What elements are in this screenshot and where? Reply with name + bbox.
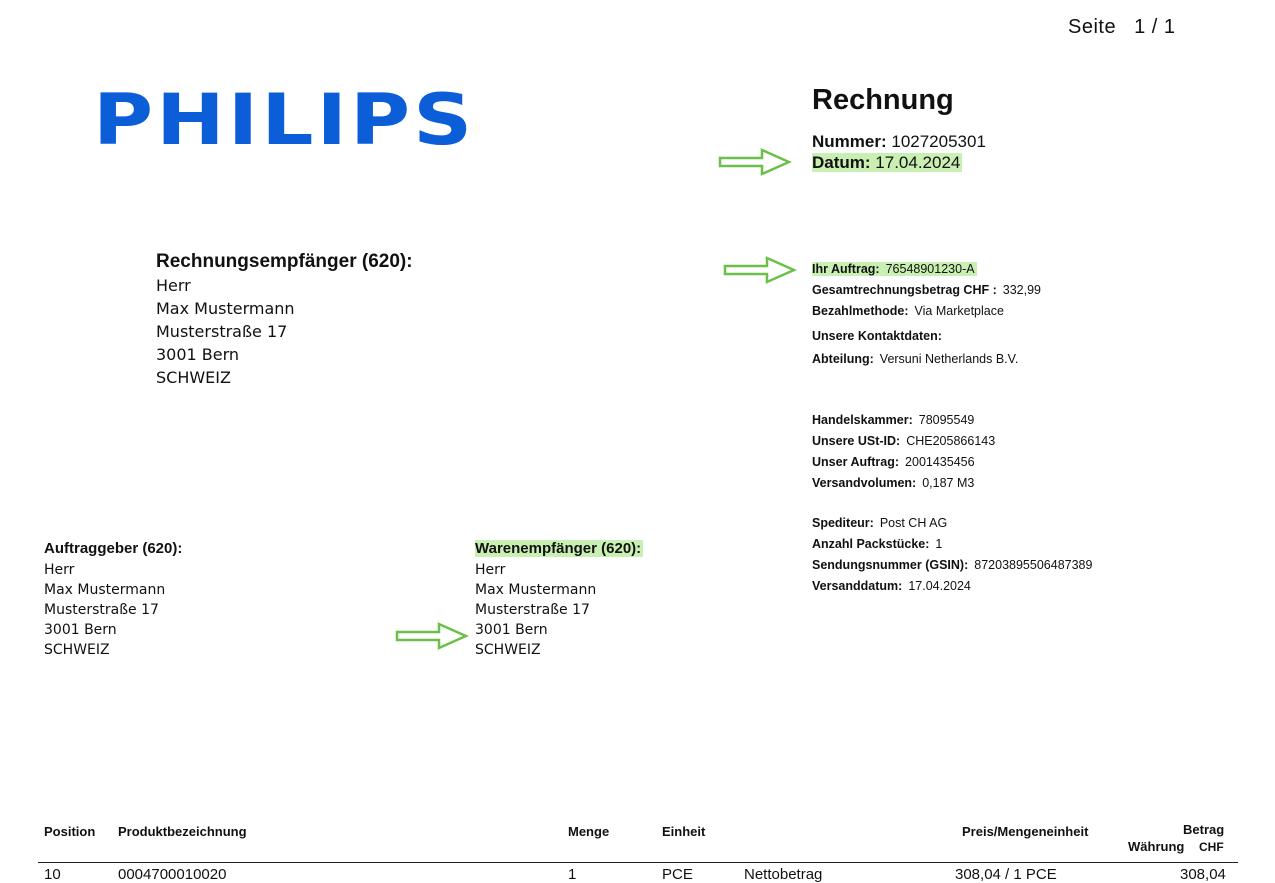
orderer-line: 3001 Bern xyxy=(44,622,117,638)
row-position: 10 xyxy=(44,866,61,883)
department-label: Abteilung: xyxy=(812,352,874,366)
volume-value: 0,187 M3 xyxy=(922,476,975,490)
total-label: Gesamtrechnungsbetrag CHF : xyxy=(812,283,997,297)
consignee-line: Max Mustermann xyxy=(475,582,597,598)
department-row xyxy=(812,349,1041,370)
invoice-number-value: 1027205301 xyxy=(891,132,986,151)
table-divider xyxy=(38,862,1238,863)
total-row xyxy=(812,280,1041,301)
chamber-value: 78095549 xyxy=(918,413,975,427)
arrow-icon xyxy=(718,147,792,177)
department-value: Versuni Netherlands B.V. xyxy=(879,352,1019,366)
invoice-date-label: Datum: xyxy=(812,153,871,172)
tracking-value: 87203895506487389 xyxy=(974,558,1093,572)
col-quantity: Menge xyxy=(568,824,610,839)
col-currency-label: Währung xyxy=(1128,839,1185,854)
invoice-title: Rechnung xyxy=(812,84,954,116)
invoice-number-label: Nummer: xyxy=(812,132,887,151)
ship-date-value: 17.04.2024 xyxy=(908,579,971,593)
recipient-heading: Rechnungsempfänger (620): xyxy=(156,251,413,272)
carrier-label: Spediteur: xyxy=(812,516,874,530)
recipient-line: Herr xyxy=(156,276,191,295)
row-unit-price: 308,04 / 1 PCE xyxy=(955,866,1057,883)
packages-row xyxy=(812,534,1092,555)
volume-row xyxy=(812,473,995,494)
tracking-label: Sendungsnummer (GSIN): xyxy=(812,558,969,572)
invoice-recipient xyxy=(156,250,413,389)
total-value: 332,99 xyxy=(1002,283,1041,297)
shipping-info xyxy=(812,513,1092,597)
our-order-value: 2001435456 xyxy=(905,455,975,469)
contact-label: Unsere Kontaktdaten: xyxy=(812,329,942,343)
page-label: Seite xyxy=(1068,16,1117,38)
payment-row xyxy=(812,301,1041,322)
consignee-line: Musterstraße 17 xyxy=(475,602,590,618)
carrier-value: Post CH AG xyxy=(879,516,948,530)
row-product: 0004700010020 xyxy=(118,866,227,883)
your-order-row xyxy=(812,259,1041,280)
packages-value: 1 xyxy=(935,537,943,551)
recipient-line: Musterstraße 17 xyxy=(156,322,288,341)
invoice-number xyxy=(812,131,986,152)
invoice-date-highlight xyxy=(812,153,962,172)
vat-label: Unsere USt-ID: xyxy=(812,434,901,448)
orderer-line: SCHWEIZ xyxy=(44,642,110,658)
col-product: Produktbezeichnung xyxy=(118,824,247,839)
consignee-line: SCHWEIZ xyxy=(475,642,541,658)
our-order-label: Unser Auftrag: xyxy=(812,455,900,469)
your-order-label: Ihr Auftrag: xyxy=(812,262,880,276)
page-number xyxy=(1068,16,1176,39)
packages-label: Anzahl Packstücke: xyxy=(812,537,930,551)
your-order-highlight xyxy=(812,262,977,276)
row-note: Nettobetrag xyxy=(744,866,823,883)
invoice-date xyxy=(812,152,962,173)
payment-label: Bezahlmethode: xyxy=(812,304,909,318)
philips-logo: PHILIPS xyxy=(93,79,476,162)
your-order-value: 76548901230-A xyxy=(885,262,975,276)
invoice-date-value: 17.04.2024 xyxy=(875,153,961,172)
consignee-line: Herr xyxy=(475,562,506,578)
recipient-line: SCHWEIZ xyxy=(156,368,231,387)
ship-date-label: Versanddatum: xyxy=(812,579,903,593)
recipient-line: 3001 Bern xyxy=(156,345,240,364)
page-value: 1 / 1 xyxy=(1134,16,1176,38)
our-order-row xyxy=(812,452,995,473)
chamber-row xyxy=(812,410,995,431)
orderer-line: Herr xyxy=(44,562,75,578)
tracking-row xyxy=(812,555,1092,576)
orderer-heading: Auftraggeber (620): xyxy=(44,540,183,557)
col-amount: Betrag xyxy=(1183,822,1225,837)
orderer-line: Max Mustermann xyxy=(44,582,166,598)
company-info xyxy=(812,410,995,494)
consignee-heading-highlight: Warenempfänger (620): xyxy=(475,540,642,557)
row-unit: PCE xyxy=(662,866,693,883)
orderer-line: Musterstraße 17 xyxy=(44,602,159,618)
row-amount: 308,04 xyxy=(1180,866,1226,883)
ship-date-row xyxy=(812,576,1092,597)
arrow-icon xyxy=(723,255,797,285)
recipient-line: Max Mustermann xyxy=(156,299,295,318)
consignee-address xyxy=(475,538,643,660)
arrow-icon xyxy=(395,621,469,651)
contact-heading-row xyxy=(812,326,1041,347)
volume-label: Versandvolumen: xyxy=(812,476,917,490)
carrier-row xyxy=(812,513,1092,534)
vat-value: CHE205866143 xyxy=(906,434,996,448)
chamber-label: Handelskammer: xyxy=(812,413,913,427)
col-unit-price: Preis/Mengeneinheit xyxy=(962,824,1089,839)
consignee-heading xyxy=(475,538,643,560)
orderer-address xyxy=(44,538,182,660)
col-position: Position xyxy=(44,824,96,839)
order-info xyxy=(812,259,1041,370)
col-currency: CHF xyxy=(1199,840,1224,854)
col-unit: Einheit xyxy=(662,824,706,839)
payment-value: Via Marketplace xyxy=(914,304,1004,318)
row-quantity: 1 xyxy=(568,866,577,883)
vat-row xyxy=(812,431,995,452)
consignee-line: 3001 Bern xyxy=(475,622,548,638)
